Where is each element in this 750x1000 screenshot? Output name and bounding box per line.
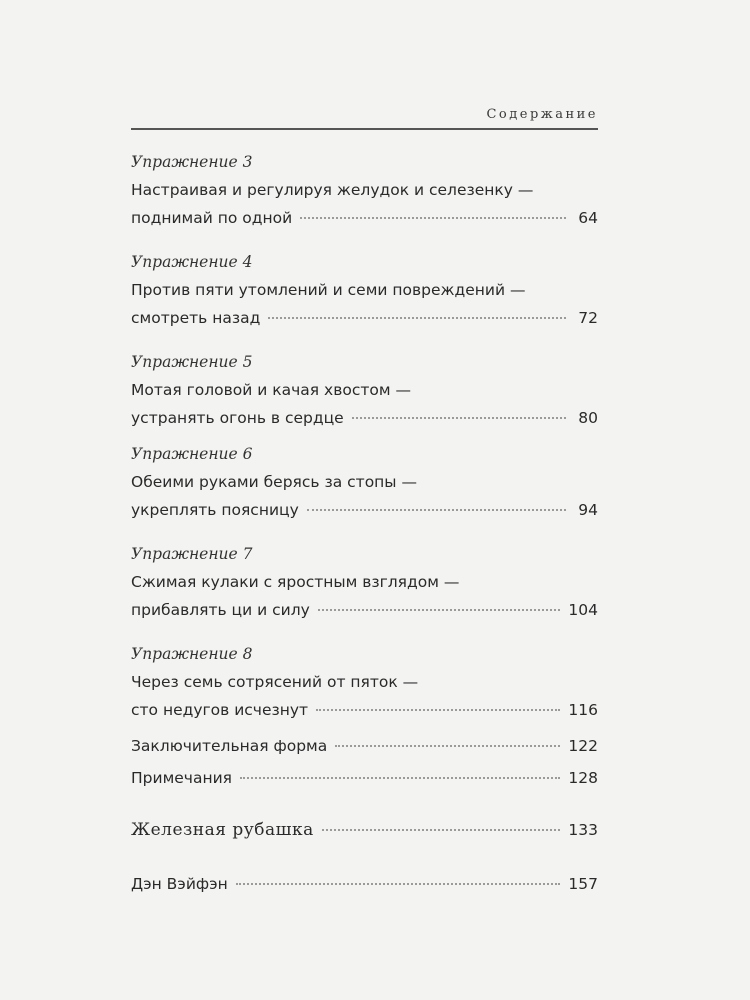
toc-entry-final-line[interactable] xyxy=(131,308,598,328)
toc-entry-final-line[interactable] xyxy=(131,500,598,520)
entry-subtitle: смотреть назад xyxy=(131,309,261,327)
exercise-label: Упражнение 6 xyxy=(131,445,253,463)
entry-title: Сжимая кулаки с яростным взглядом — xyxy=(131,573,460,591)
toc-entry-exercise-8 xyxy=(131,644,598,720)
toc-entry-final-line[interactable] xyxy=(131,600,598,620)
entry-title: Настраивая и регулируя желудок и селезенку — xyxy=(131,181,534,199)
entry-subtitle: поднимай по одной xyxy=(131,209,293,227)
page-number: 104 xyxy=(568,601,598,619)
toc-entry-exercise-7 xyxy=(131,544,598,620)
exercise-label: Упражнение 3 xyxy=(131,153,253,171)
page-number: 122 xyxy=(568,737,598,755)
exercise-label: Упражнение 5 xyxy=(131,353,253,371)
entry-title: Примечания xyxy=(131,769,232,787)
toc-entry-exercise-3 xyxy=(131,152,598,228)
entry-title: Железная рубашка xyxy=(131,820,314,840)
entry-title: Мотая головой и качая хвостом — xyxy=(131,381,411,399)
entry-title: Против пяти утомлений и семи повреждений — xyxy=(131,281,526,299)
entry-title: Обеими руками берясь за стопы — xyxy=(131,473,417,491)
exercise-label: Упражнение 8 xyxy=(131,645,253,663)
toc-entry-final-line[interactable] xyxy=(131,208,598,228)
toc-entry-title-line xyxy=(131,280,598,300)
toc-entry-exercise-6 xyxy=(131,444,598,520)
toc-entry-final-line[interactable] xyxy=(131,408,598,428)
toc-entry-title-line xyxy=(131,472,598,492)
entry-subtitle: укреплять поясницу xyxy=(131,501,299,519)
dot-leader xyxy=(335,745,560,747)
dot-leader xyxy=(307,509,566,511)
toc-entry-notes[interactable] xyxy=(131,768,598,788)
entry-title: Заключительная форма xyxy=(131,737,328,755)
page-number: 94 xyxy=(578,501,598,519)
page-number: 64 xyxy=(578,209,598,227)
page-number: 157 xyxy=(568,875,598,893)
entry-subtitle: сто недугов исчезнут xyxy=(131,701,309,719)
dot-leader xyxy=(318,609,561,611)
table-of-contents xyxy=(131,152,598,894)
entry-title: Через семь сотрясений от пяток — xyxy=(131,673,419,691)
dot-leader xyxy=(240,777,560,779)
exercise-label: Упражнение 7 xyxy=(131,545,253,563)
entry-subtitle: прибавлять ци и силу xyxy=(131,601,310,619)
toc-entry-title-line xyxy=(131,672,598,692)
page-number: 72 xyxy=(578,309,598,327)
page-number: 133 xyxy=(568,821,598,839)
toc-entry-title-line xyxy=(131,572,598,592)
dot-leader xyxy=(352,417,566,419)
running-head: Содержание xyxy=(486,107,598,122)
toc-entry-exercise-5 xyxy=(131,352,598,428)
toc-entry-author[interactable] xyxy=(131,874,598,894)
toc-entry-title-line xyxy=(131,180,598,200)
page-number: 80 xyxy=(578,409,598,427)
dot-leader xyxy=(268,317,566,319)
dot-leader xyxy=(316,709,560,711)
entry-subtitle: устранять огонь в сердце xyxy=(131,409,344,427)
page-number: 128 xyxy=(568,769,598,787)
header-rule xyxy=(131,128,598,130)
entry-title: Дэн Вэйфэн xyxy=(131,875,228,893)
toc-entry-final-line[interactable] xyxy=(131,700,598,720)
toc-entry-iron-shirt[interactable] xyxy=(131,820,598,840)
dot-leader xyxy=(322,829,561,831)
toc-entry-exercise-4 xyxy=(131,252,598,328)
toc-entry-title-line xyxy=(131,380,598,400)
toc-entry-final-form[interactable] xyxy=(131,736,598,756)
exercise-label: Упражнение 4 xyxy=(131,253,253,271)
page-number: 116 xyxy=(568,701,598,719)
dot-leader xyxy=(300,217,566,219)
dot-leader xyxy=(236,883,561,885)
